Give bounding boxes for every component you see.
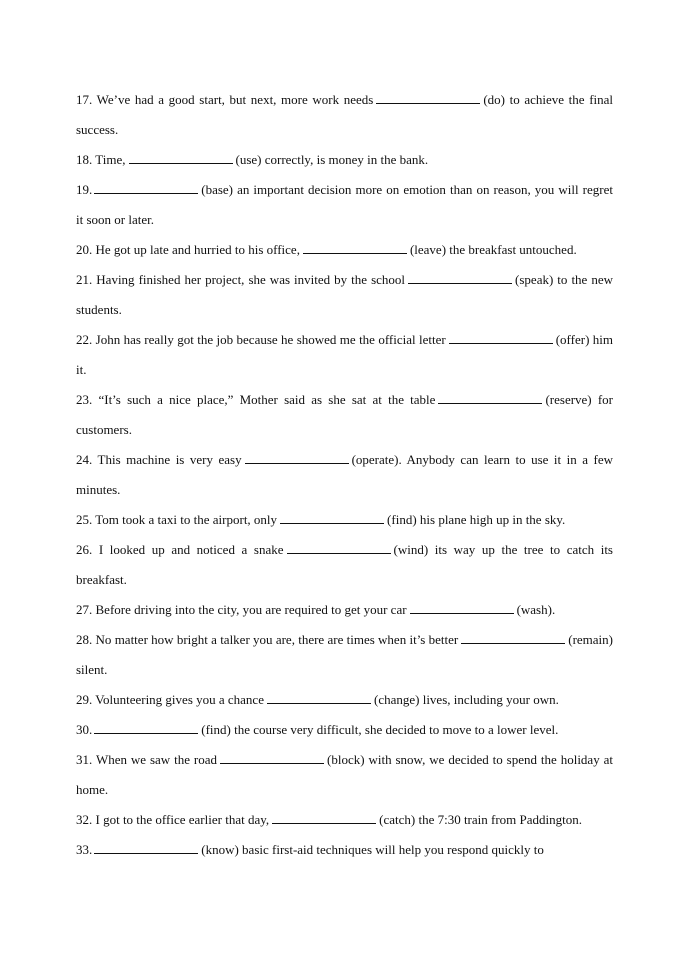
answer-blank[interactable] [220,751,324,764]
answer-blank[interactable] [376,91,480,104]
exercise-item-18 [76,145,613,175]
item-number: 25. [76,512,93,527]
answer-blank[interactable] [461,631,565,644]
answer-blank[interactable] [129,151,233,164]
item-number: 24. [76,452,93,467]
item-text-after: (operate). Anybody can learn to use it in a few minutes. [76,452,614,497]
item-text-after: (wind) its way up the tree to catch its breakfast. [76,542,613,587]
item-text-after: (reserve) for customers. [76,392,614,437]
item-text-after: (find) the course very difficult, she decided to move to a lower level. [201,722,559,737]
exercise-item-21 [76,265,613,325]
item-text-after: (base) an important decision more on emotion than on reason, you will regret it soon or later. [76,182,613,227]
item-number: 30. [76,722,93,737]
item-text-before: Tom took a taxi to the airport, only [95,512,278,527]
item-text-before: Before driving into the city, you are required to get your car [95,602,407,617]
item-number: 18. [76,152,93,167]
item-number: 28. [76,632,93,647]
answer-blank[interactable] [287,541,391,554]
answer-blank[interactable] [410,601,514,614]
item-text-before: This machine is very easy [97,452,242,467]
item-number: 17. [76,92,93,107]
exercise-item-25 [76,505,613,535]
item-number: 33. [76,842,93,857]
item-text-before: We’ve had a good start, but next, more work needs [96,92,374,107]
item-text-after: (leave) the breakfast untouched. [409,242,577,257]
item-text-after: (offer) him it. [76,332,614,377]
item-text-before: When we saw the road [95,752,217,767]
answer-blank[interactable] [280,511,384,524]
item-number: 23. [76,392,93,407]
answer-blank[interactable] [267,691,371,704]
item-text-before: I got to the office earlier that day, [95,812,270,827]
item-text-after: (do) to achieve the final success. [76,92,614,137]
exercise-item-32 [76,805,613,835]
item-number: 22. [76,332,93,347]
exercise-item-27 [76,595,613,625]
item-number: 31. [76,752,93,767]
item-text-after: (remain) silent. [76,632,613,677]
item-number: 19. [76,182,93,197]
item-text-after: (speak) to the new students. [76,272,613,317]
answer-blank[interactable] [272,811,376,824]
item-text-after: (wash). [516,602,556,617]
exercise-item-23 [76,385,613,445]
answer-blank[interactable] [94,721,198,734]
item-number: 26. [76,542,93,557]
item-text-before: Time, [95,152,126,167]
item-text-before: Having finished her project, she was invited by the school [96,272,406,287]
exercise-item-31 [76,745,613,805]
item-number: 29. [76,692,93,707]
item-number: 32. [76,812,93,827]
item-text-after: (know) basic first-aid techniques will help you respond quickly to [201,842,544,857]
exercise-item-24 [76,445,613,505]
answer-blank[interactable] [303,241,407,254]
exercise-item-26 [76,535,613,595]
exercise-item-22 [76,325,613,385]
answer-blank[interactable] [408,271,512,284]
exercise-item-20 [76,235,613,265]
exercise-item-17 [76,85,613,145]
item-number: 20. [76,242,93,257]
item-number: 27. [76,602,93,617]
exercise-item-28 [76,625,613,685]
exercise-item-29 [76,685,613,715]
exercise-item-30 [76,715,613,745]
answer-blank[interactable] [94,181,198,194]
item-text-before: I looked up and noticed a snake [98,542,284,557]
item-text-after: (catch) the 7:30 train from Paddington. [379,812,583,827]
item-text-before: He got up late and hurried to his office, [95,242,300,257]
item-text-after: (use) correctly, is money in the bank. [235,152,429,167]
answer-blank[interactable] [438,391,542,404]
item-text-after: (change) lives, including your own. [373,692,559,707]
exercise-item-33 [76,835,613,865]
item-text-after: (block) with snow, we decided to spend the holiday at home. [76,752,613,797]
exercise-list [76,85,613,865]
answer-blank[interactable] [94,841,198,854]
answer-blank[interactable] [245,451,349,464]
exercise-item-19 [76,175,613,235]
item-text-before: John has really got the job because he showed me the official letter [95,332,446,347]
item-text-after: (find) his plane high up in the sky. [387,512,566,527]
item-text-before: Volunteering gives you a chance [95,692,264,707]
item-text-before: “It’s such a nice place,” Mother said as she sat at the table [98,392,436,407]
answer-blank[interactable] [449,331,553,344]
item-text-before: No matter how bright a talker you are, there are times when it’s better [95,632,459,647]
item-number: 21. [76,272,93,287]
